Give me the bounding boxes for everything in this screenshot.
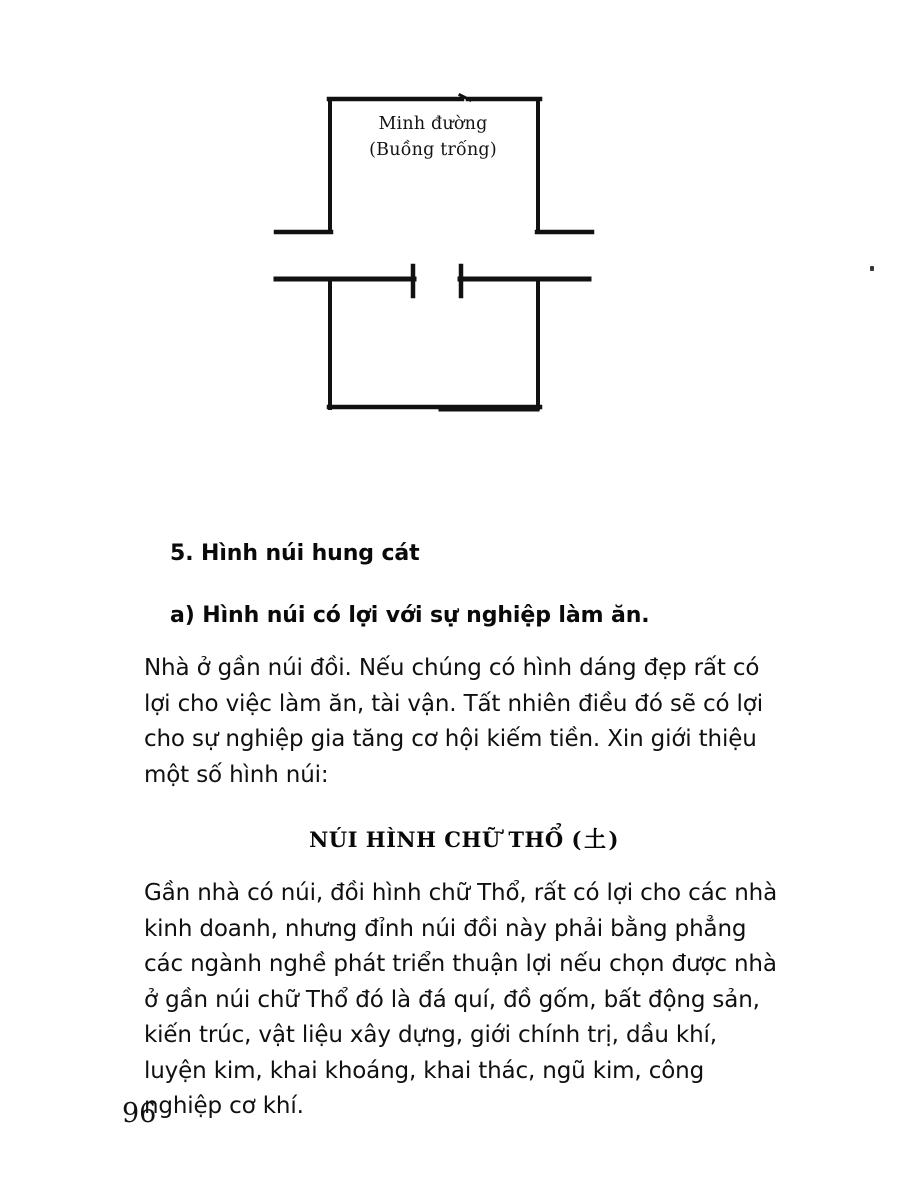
diagram-label-buong-trong: (Buồng trống)	[369, 140, 497, 160]
page-number: 96	[122, 1098, 157, 1129]
heading-subsection-a: a) Hình núi có lợi với sự nghiệp làm ăn.	[170, 602, 650, 628]
paragraph-description: Gần nhà có núi, đồi hình chữ Thổ, rất có lợi cho các nhà kinh doanh, nhưng đỉnh núi đồi này phải bằng phẳng các ngành nghề phát triển thuận lợi nếu chọn được nhà ở gần núi chữ Thổ đó là đá quí, đồ gốm, bất động sản, kiến trúc, vật liệu xây dựng, giới chính trị, dầu khí, luyện kim, khai khoáng, khai thác, ngũ kim, công nghiệp cơ khí.	[144, 880, 778, 1119]
section-title-prefix: NÚI HÌNH CHỮ THỔ (	[309, 827, 582, 852]
paragraph-intro: Nhà ở gần núi đồi. Nếu chúng có hình dáng đẹp rất có lợi cho việc làm ăn, tài vận. Tất nhiên điều đó sẽ có lợi cho sự nghiệp gia tăng cơ hội kiếm tiền. Xin giới thiệu một số hình núi:	[144, 655, 763, 788]
section-title-nui-hinh-chu-tho	[144, 823, 784, 854]
scan-artifact-speck	[870, 266, 874, 271]
section-title-suffix: )	[608, 827, 619, 852]
floor-plan-diagram	[0, 0, 916, 470]
hanzi-tho-character: 土	[583, 828, 607, 853]
floor-plan-svg	[0, 0, 916, 470]
page-content	[144, 540, 784, 1125]
heading-section-5: 5. Hình núi hung cát	[170, 541, 420, 566]
diagram-label-minh-duong: Minh đường	[378, 114, 488, 134]
